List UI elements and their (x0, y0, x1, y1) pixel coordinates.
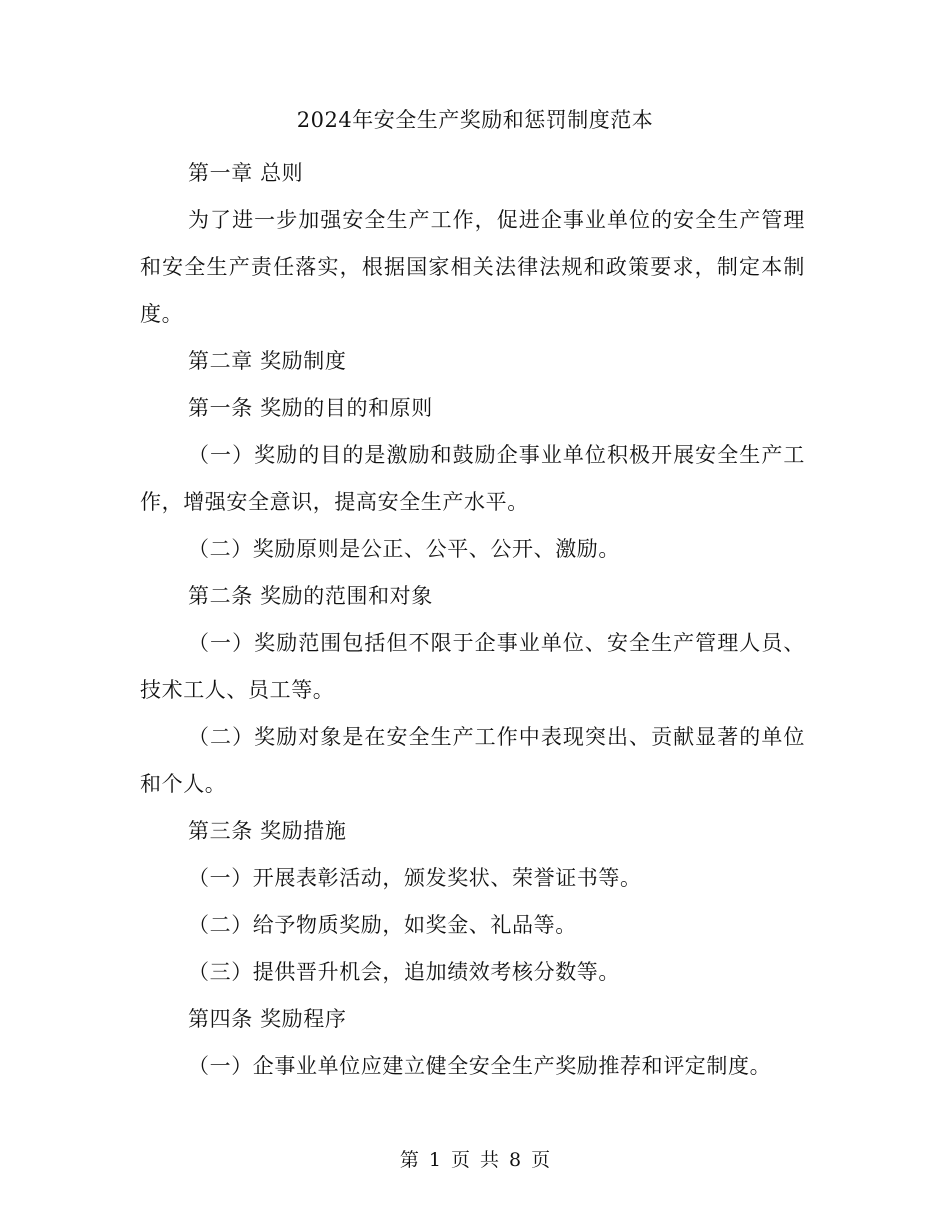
document-body (140, 150, 805, 1090)
article-heading: 第一条 奖励的目的和原则 (188, 396, 433, 420)
paragraph: （一）开展表彰活动，颁发奖状、荣誉证书等。 (188, 866, 642, 890)
paragraph: （一）奖励的目的是激励和鼓励企事业单位积极开展安全生产工作，增强安全意识，提高安全生产水平。 (140, 443, 805, 514)
document-title: 2024年安全生产奖励和惩罚制度范本 (296, 108, 654, 132)
page-footer: 第 1 页 共 8 页 (399, 1149, 551, 1171)
paragraph: （二）给予物质奖励，如奖金、礼品等。 (188, 913, 577, 937)
paragraph: （一）奖励范围包括但不限于企事业单位、安全生产管理人员、技术工人、员工等。 (140, 631, 805, 702)
chapter-heading: 第一章 总则 (188, 161, 304, 185)
paragraph: （二）奖励对象是在安全生产工作中表现突出、贡献显著的单位和个人。 (140, 725, 805, 796)
article-heading: 第四条 奖励程序 (188, 1007, 347, 1031)
paragraph: （二）奖励原则是公正、公平、公开、激励。 (188, 537, 620, 561)
paragraph: 为了进一步加强安全生产工作，促进企事业单位的安全生产管理和安全生产责任落实，根据国家相关法律法规和政策要求，制定本制度。 (140, 208, 805, 326)
article-heading: 第三条 奖励措施 (188, 819, 347, 843)
paragraph: （一）企事业单位应建立健全安全生产奖励推荐和评定制度。 (188, 1054, 772, 1078)
article-heading: 第二条 奖励的范围和对象 (188, 584, 433, 608)
paragraph: （三）提供晋升机会，追加绩效考核分数等。 (188, 960, 620, 984)
chapter-heading: 第二章 奖励制度 (188, 349, 347, 373)
